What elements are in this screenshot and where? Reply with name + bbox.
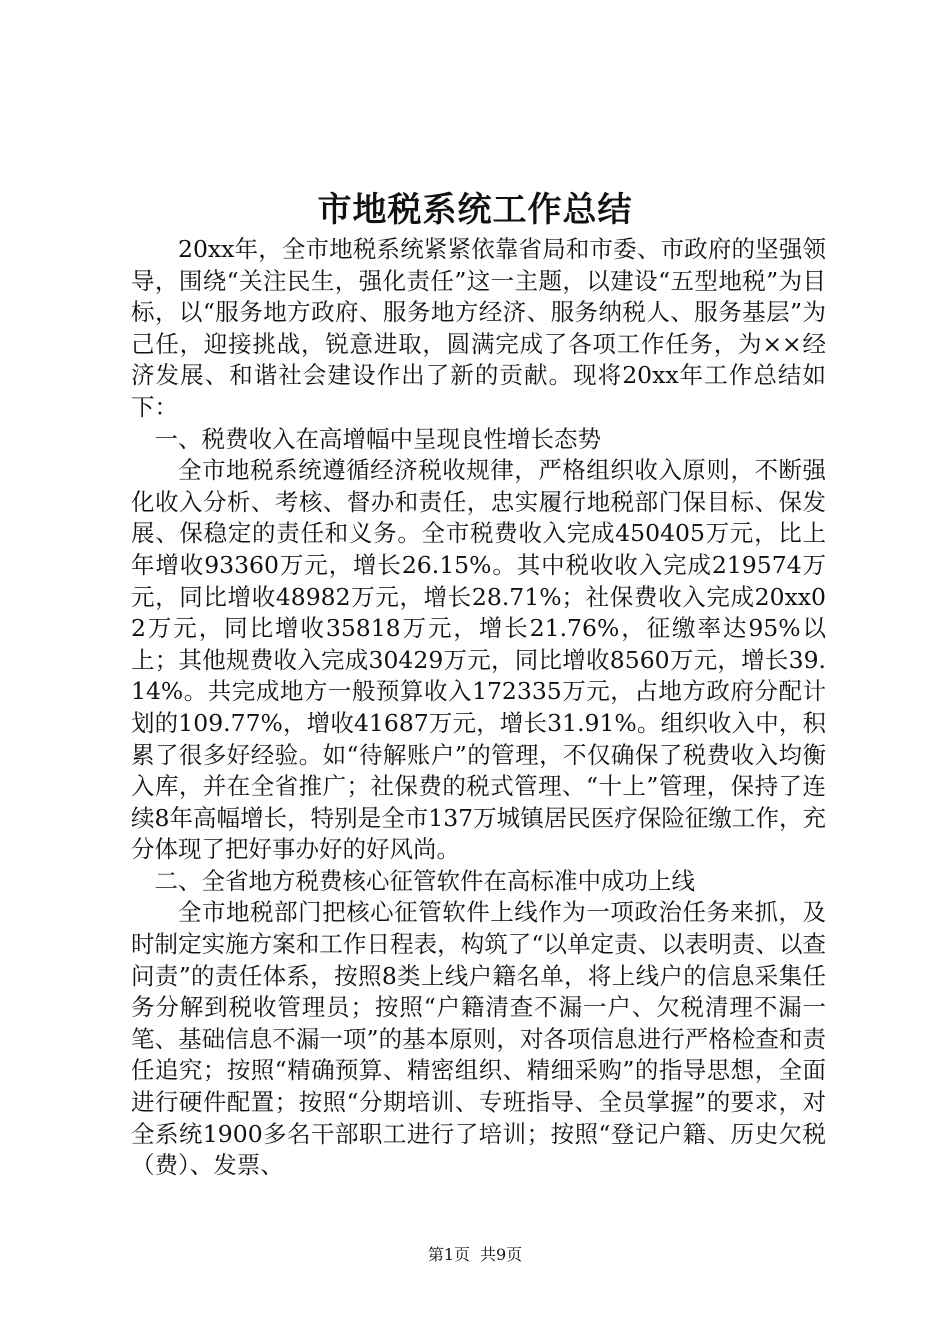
intro-paragraph: 20xx年，全市地税系统紧紧依靠省局和市委、市政府的坚强领导，围绕“关注民生，强化责任”这一主题，以建设“五型地税”为目标，以“服务地方政府、服务地方经济、服务纳税人、服务基层”为己任，迎接挑战，锐意进取，圆满完成了各项工作任务，为××经济发展、和谐社会建设作出了新的贡献。现将20xx年工作总结如下： [131,235,826,421]
page-number-total: 共9页 [480,1245,523,1264]
document-body [131,234,826,1182]
section-heading-2: 二、全省地方税费核心征管软件在高标准中成功上线 [154,866,695,895]
page-number-current: 第1页 [427,1245,470,1264]
page-footer [0,1244,950,1266]
document-title: 市地税系统工作总结 [317,190,633,230]
section-heading-1: 一、税费收入在高增幅中呈现良性增长态势 [154,424,601,453]
section-1-paragraph: 全市地税系统遵循经济税收规律，严格组织收入原则，不断强化收入分析、考核、督办和责任，忠实履行地税部门保目标、保发展、保稳定的责任和义务。全市税费收入完成450405万元，比上年增收93360万元，增长26.15%。其中税收收入完成219574万元，同比增收48982万元，增长28.71%；社保费收入完成20xx02万元，同比增收35818万元，增长21.76%，征缴率达95%以上；其他规费收入完成30429万元，同比增收8560万元，增长39.14%。共完成地方一般预算收入172335万元，占地方政府分配计划的109.77%，增收41687万元，增长31.91%。组织收入中，积累了很多好经验。如“待解账户”的管理，不仅确保了税费收入均衡入库，并在全省推广；社保费的税式管理、“十上”管理，保持了连续8年高幅增长，特别是全市137万城镇居民医疗保险征缴工作，充分体现了把好事办好的好风尚。 [131,456,826,864]
section-2-paragraph: 全市地税部门把核心征管软件上线作为一项政治任务来抓，及时制定实施方案和工作日程表，构筑了“以单定责、以表明责、以查问责”的责任体系，按照8类上线户籍名单，将上线户的信息采集任务分解到税收管理员；按照“户籍清查不漏一户、欠税清理不漏一笔、基础信息不漏一项”的基本原则，对各项信息进行严格检查和责任追究；按照“精确预算、精密组织、精细采购”的指导思想，全面进行硬件配置；按照“分期培训、专班指导、全员掌握”的要求，对全系统1900多名干部职工进行了培训；按照“登记户籍、历史欠税（费）、发票、 [131,898,826,1180]
